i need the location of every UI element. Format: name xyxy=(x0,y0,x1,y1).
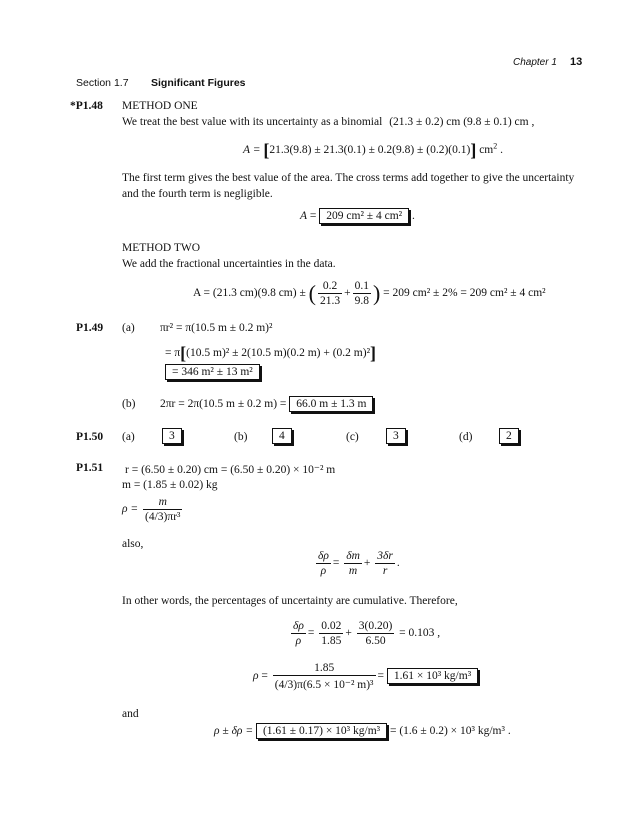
dm-num: δm xyxy=(346,550,360,562)
p150-b-value: 4 xyxy=(272,428,292,444)
dr-num: 3δr xyxy=(377,550,393,562)
p151-density-value: ρ = $\frac{1.85}{\text{(4/3)π(6.5 × 10⁻² m)³}}$ = 1.61 × 10³ kg/m³ xyxy=(253,662,478,691)
drho-den: ρ xyxy=(320,565,327,577)
p150-c-answer xyxy=(386,430,406,442)
problem-label-p148: *P1.48 xyxy=(70,100,103,112)
p150-c-label: (c) xyxy=(346,431,359,443)
explanation-line-1: The first term gives the best value of the area. The cross terms add together to give the uncertainty xyxy=(122,172,575,184)
and-label: and xyxy=(122,708,139,720)
drho-den-2: ρ xyxy=(295,635,302,647)
p150-b-answer xyxy=(272,430,292,442)
dm-den: m xyxy=(348,565,358,577)
part-b-label-p149: (b) xyxy=(122,398,136,410)
p149-l2-terms: (10.5 m)² ± 2(10.5 m)(0.2 m) + (0.2 m)² xyxy=(186,347,371,360)
rho-den: (4/3)πr³ xyxy=(145,511,181,523)
p150-a-value: 3 xyxy=(162,428,182,444)
p151-uncertainty-sum: $\frac{\delta\rho}{\rho}$ = $\frac{\delta m}{m}$ + $\frac{3\delta r}{r}$ . xyxy=(318,550,400,577)
eq2-rhs: = 209 cm² ± 2% = 209 cm² ± 4 cm² xyxy=(383,287,546,300)
fractional-intro: We add the fractional uncertainties in the data. xyxy=(122,258,336,270)
expansion-terms: 21.3(9.8) ± 21.3(0.1) ± 0.2(9.8) ± (0.2)(0.1) xyxy=(269,144,471,157)
p150-c-value: 3 xyxy=(386,428,406,444)
v-num: 1.85 xyxy=(273,662,376,676)
c-den-2: 6.50 xyxy=(365,635,386,647)
p149-area-result: = 346 m² ± 13 m² xyxy=(165,364,260,380)
p150-a-label: (a) xyxy=(122,431,135,443)
v-den: (4/3)π(6.5 × 10⁻² m)³ xyxy=(274,679,374,691)
p150-b-label: (b) xyxy=(234,431,248,443)
final-lhs: ρ ± δρ = xyxy=(214,725,254,737)
frac-2-den: 9.8 xyxy=(354,295,369,307)
part-a-label-p149: (a) xyxy=(122,322,135,334)
expansion-equation: A = [21.3(9.8) ± 21.3(0.1) ± 0.2(9.8) ± (0.2)(0.1)] $cm^2$ . xyxy=(243,140,503,160)
drho-num-2: δρ xyxy=(293,620,304,632)
binomial-intro-text: We treat the best value with its uncertainty as a binomial xyxy=(122,116,383,128)
rho-lhs: ρ = xyxy=(122,503,139,516)
p149-line-1: πr² = π(10.5 m ± 0.2 m)² xyxy=(160,322,273,334)
binomial-expression: (21.3 ± 0.2) cm (9.8 ± 0.1) cm , xyxy=(389,116,535,128)
expansion-unit: cm xyxy=(479,144,494,157)
final-box: (1.61 ± 0.17) × 10³ kg/m³ xyxy=(256,723,387,739)
frac-1-den: 21.3 xyxy=(319,295,341,307)
density-result: 1.61 × 10³ kg/m³ xyxy=(387,668,478,684)
p149-part-b xyxy=(160,398,373,410)
p150-d-value: 2 xyxy=(499,428,519,444)
drho-num: δρ xyxy=(318,550,329,562)
method-two-equation: A = (21.3 cm)(9.8 cm) ± ( $\frac{0.2}{21.3}$ + $\frac{0.1}{9.8}$ ) = 209 cm² ± 2% = 209 cm² ± 4 cm² xyxy=(193,280,546,307)
c-result: = 0.103 , xyxy=(399,627,441,640)
p151-mass: m = (1.85 ± 0.02) kg xyxy=(122,479,218,491)
area-symbol: A = xyxy=(243,144,261,157)
method-one-result: A = 209 cm² ± 4 cm² . xyxy=(300,210,415,222)
p149-b-expression: 2πr = 2π(10.5 m ± 0.2 m) = xyxy=(160,398,287,410)
section-title: Significant Figures xyxy=(151,77,246,89)
p150-a-answer xyxy=(162,430,182,442)
result-box: 209 cm² ± 4 cm² xyxy=(319,208,409,224)
p151-radius: r = (6.50 ± 0.20) cm = (6.50 ± 0.20) × 10⁻² m xyxy=(125,464,336,476)
frac-1-num: 0.2 xyxy=(318,280,342,294)
p150-d-label: (d) xyxy=(459,431,473,443)
explanation-line-2: and the fourth term is negligible. xyxy=(122,188,273,200)
c-num-1: 0.02 xyxy=(321,620,342,632)
eq2-lhs: A = (21.3 cm)(9.8 cm) ± xyxy=(193,287,306,300)
dr-den: r xyxy=(382,565,388,577)
binomial-intro xyxy=(122,116,534,128)
problem-label-p150: P1.50 xyxy=(76,431,104,443)
method-one-heading: METHOD ONE xyxy=(122,100,198,112)
p151-numeric-uncertainty: $\frac{\delta\rho}{\rho}$ = $\frac{0.02}{1.85}$ + $\frac{3(0.20)}{6.50}$ = 0.103 , xyxy=(293,620,441,647)
p149-line-3 xyxy=(165,366,260,378)
rho-num: m xyxy=(143,496,182,510)
p150-d-answer xyxy=(499,430,519,442)
problem-label-p151: P1.51 xyxy=(76,462,104,474)
chapter-label: Chapter 1 xyxy=(513,57,557,68)
method-two-heading: METHOD TWO xyxy=(122,242,201,254)
section-number: Section 1.7 xyxy=(76,77,129,89)
cumulative-statement: In other words, the percentages of uncertainty are cumulative. Therefore, xyxy=(122,595,458,607)
also-label: also, xyxy=(122,538,144,550)
problem-label-p149: P1.49 xyxy=(76,322,104,334)
p149-line-2: = π[(10.5 m)² ± 2(10.5 m)(0.2 m) + (0.2 m)²] xyxy=(165,343,377,363)
p151-final-result xyxy=(214,725,511,737)
p149-l2-prefix: = π xyxy=(165,347,181,360)
final-rhs: = (1.6 ± 0.2) × 10³ kg/m³ . xyxy=(389,725,511,737)
p151-density-def xyxy=(122,496,184,523)
page-number: 13 xyxy=(570,56,583,68)
frac-2-num: 0.1 xyxy=(354,280,369,292)
c-den-1: 1.85 xyxy=(321,635,342,647)
p149-b-result: 66.0 m ± 1.3 m xyxy=(289,396,373,412)
c-num-2: 3(0.20) xyxy=(358,620,393,632)
